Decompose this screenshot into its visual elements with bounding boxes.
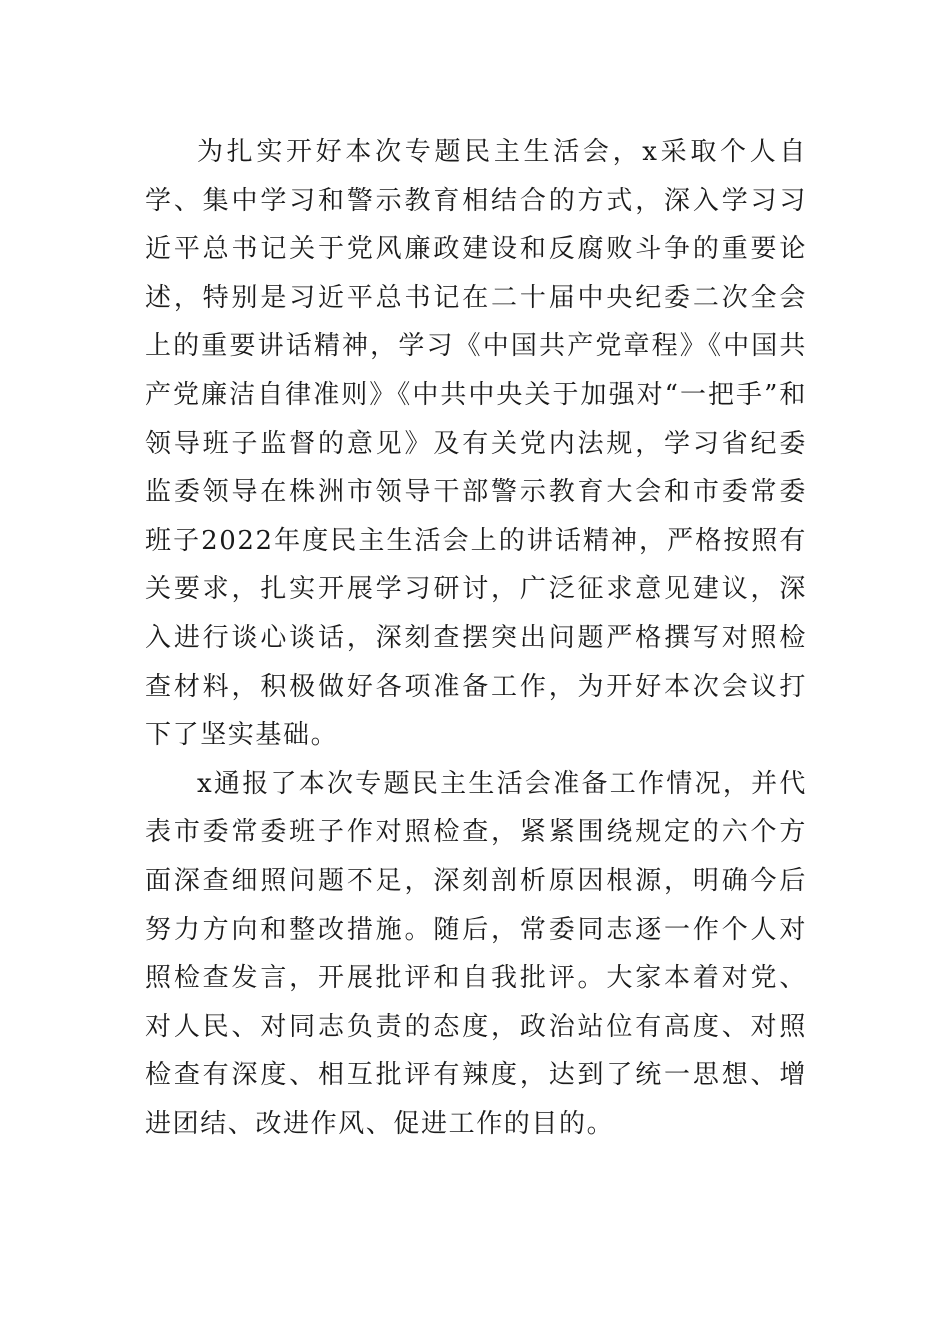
paragraph-1: 为扎实开好本次专题民主生活会，x采取个人自学、集中学习和警示教育相结合的方式，深入学习习近平总书记关于党风廉政建设和反腐败斗争的重要论述，特别是习近平总书记在二十届中央纪委二次全会上的重要讲话精神，学习《中国共产党章程》《中国共产党廉洁自律准则》《中共中央关于加强对“一把手”和领导班子监督的意见》及有关党内法规，学习省纪委监委领导在株洲市领导干部警示教育大会和市委常委班子2022年度民主生活会上的讲话精神，严格按照有关要求，扎实开展学习研讨，广泛征求意见建议，深入进行谈心谈话，深刻查摆突出问题严格撰写对照检查材料，积极做好各项准备工作，为开好本次会议打下了坚实基础。 [145,137,807,751]
paragraph-2: x通报了本次专题民主生活会准备工作情况，并代表市委常委班子作对照检查，紧紧围绕规定的六个方面深查细照问题不足，深刻剖析原因根源，明确今后努力方向和整改措施。随后，常委同志逐一作个人对照检查发言，开展批评和自我批评。大家本着对党、对人民、对同志负责的态度，政治站位有高度、对照检查有深度、相互批评有辣度，达到了统一思想、增进团结、改进作风、促进工作的目的。 [145,768,807,1139]
document-body [145,128,807,1148]
